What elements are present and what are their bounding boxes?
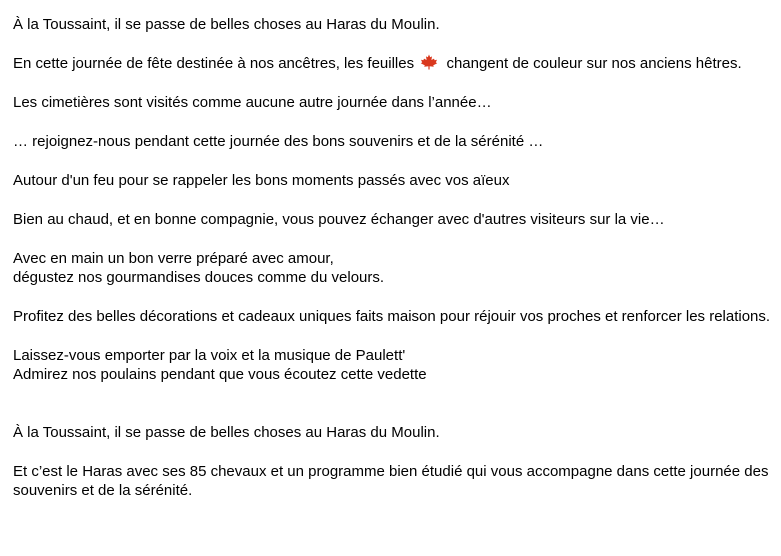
rejoignez-paragraph: … rejoignez-nous pendant cette journée des bons souvenirs et de la sérénité … bbox=[13, 133, 544, 150]
document-body bbox=[13, 15, 773, 500]
intro-repeat-paragraph: À la Toussaint, il se passe de belles choses au Haras du Moulin. bbox=[13, 424, 440, 441]
fete-text-before: En cette journée de fête destinée à nos ancêtres, les feuilles bbox=[13, 55, 415, 72]
verre-paragraph bbox=[13, 249, 773, 287]
cimetieres-paragraph: Les cimetières sont visités comme aucune autre journée dans l’année… bbox=[13, 94, 492, 111]
maple-leaf-icon bbox=[420, 54, 438, 70]
fete-text-after: changent de couleur sur nos anciens hêtres. bbox=[446, 55, 742, 72]
intro-paragraph: À la Toussaint, il se passe de belles choses au Haras du Moulin. bbox=[13, 16, 440, 33]
voix-line-1: Laissez-vous emporter par la voix et la musique de Paulett' bbox=[13, 347, 406, 364]
haras-paragraph: Et c’est le Haras avec ses 85 chevaux et un programme bien étudié qui vous accompagne dans cette journée des souvenirs et de la sérénité. bbox=[13, 463, 769, 499]
decorations-paragraph: Profitez des belles décorations et cadeaux uniques faits maison pour réjouir vos proches et renforcer les relations. bbox=[13, 308, 771, 325]
verre-line-2: dégustez nos gourmandises douces comme du velours. bbox=[13, 269, 385, 286]
voix-paragraph bbox=[13, 346, 773, 384]
fete-paragraph bbox=[13, 54, 773, 73]
voix-line-2: Admirez nos poulains pendant que vous écoutez cette vedette bbox=[13, 366, 427, 383]
feu-paragraph: Autour d'un feu pour se rappeler les bons moments passés avec vos aïeux bbox=[13, 172, 510, 189]
verre-line-1: Avec en main un bon verre préparé avec amour, bbox=[13, 250, 334, 267]
chaud-paragraph: Bien au chaud, et en bonne compagnie, vous pouvez échanger avec d'autres visiteurs sur la vie… bbox=[13, 211, 665, 228]
